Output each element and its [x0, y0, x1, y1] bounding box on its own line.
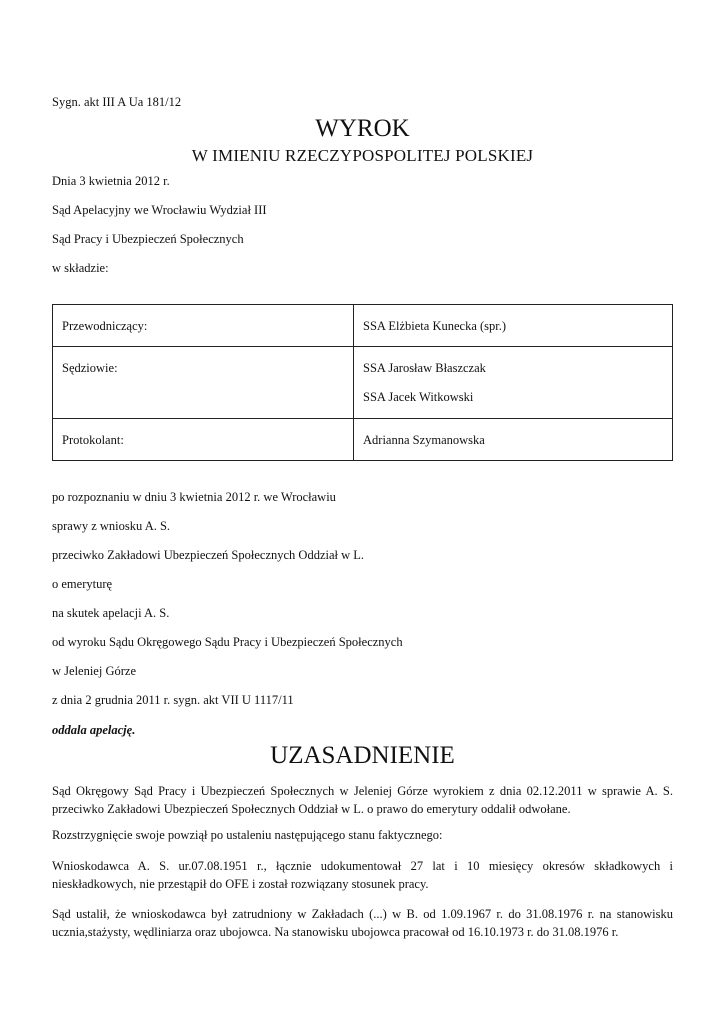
judges-cell [354, 347, 673, 419]
chair-name: SSA Elżbieta Kunecka (spr.) [354, 305, 673, 347]
judgment-date: Dnia 3 kwietnia 2012 r. [52, 174, 170, 188]
table-row [53, 419, 673, 461]
reasons-title: UZASADNIENIE [270, 742, 455, 769]
document-subtitle: W IMIENIU RZECZYPOSPOLITEJ POLSKIEJ [191, 146, 534, 165]
reasons-paragraph: Rozstrzygnięcie swoje powziął po ustaleniu następującego stanu faktycznego: [52, 828, 443, 842]
document-title: WYROK [315, 115, 410, 142]
proceedings-line: z dnia 2 grudnia 2011 r. sygn. akt VII U 1117/11 [52, 693, 294, 707]
proceedings-line: od wyroku Sądu Okręgowego Sądu Pracy i Ubezpieczeń Społecznych [52, 635, 403, 649]
reasons-paragraph: Sąd ustalił, że wnioskodawca był zatrudniony w Zakładach (...) w B. od 1.09.1967 r. do 31.08.1976 r. na stanowisku ucznia,stażysty, wędliniarza oraz ubojowca. Na stanowisku ubojowca pracował od 16.10.1973 r. do 31.08.1976 r. [52, 907, 673, 939]
proceedings-line: o emeryturę [52, 577, 113, 591]
chair-label: Przewodniczący: [53, 305, 354, 347]
proceedings-line: przeciwko Zakładowi Ubezpieczeń Społecznych Oddział w L. [52, 548, 365, 562]
court-name-line-1: Sąd Apelacyjny we Wrocławiu Wydział III [52, 203, 267, 217]
case-number: Sygn. akt III A Ua 181/12 [52, 95, 182, 109]
composition-intro: w składzie: [52, 261, 109, 275]
proceedings-line: sprawy z wniosku A. S. [52, 519, 171, 533]
reasons-paragraph: Sąd Okręgowy Sąd Pracy i Ubezpieczeń Społecznych w Jeleniej Górze wyrokiem z dnia 02.12.2011 w sprawie A. S. przeciwko Zakładowi Ubezpieczeń Społecznych Oddział w L. o prawo do emerytury oddalił odwołane. [52, 784, 673, 816]
judges-label: Sędziowie: [53, 347, 354, 419]
judge-1-name: SSA Jarosław Błaszczak [363, 361, 486, 375]
proceedings-line: na skutek apelacji A. S. [52, 606, 170, 620]
reasons-paragraph: Wnioskodawca A. S. ur.07.08.1951 r., łącznie udokumentował 27 lat i 10 miesięcy okresów składkowych i nieskładkowych, nie przestąpił do OFE i został rozwiązany stosunek pracy. [52, 859, 673, 891]
clerk-label: Protokolant: [53, 419, 354, 461]
verdict: oddala apelację. [52, 723, 136, 737]
court-name-line-2: Sąd Pracy i Ubezpieczeń Społecznych [52, 232, 244, 246]
judge-2-name: SSA Jacek Witkowski [363, 390, 474, 404]
table-row [53, 347, 673, 419]
proceedings-line: w Jeleniej Górze [52, 664, 136, 678]
composition-table [52, 304, 673, 461]
table-row [53, 305, 673, 347]
proceedings-line: po rozpoznaniu w dniu 3 kwietnia 2012 r. we Wrocławiu [52, 490, 336, 504]
clerk-name: Adrianna Szymanowska [354, 419, 673, 461]
